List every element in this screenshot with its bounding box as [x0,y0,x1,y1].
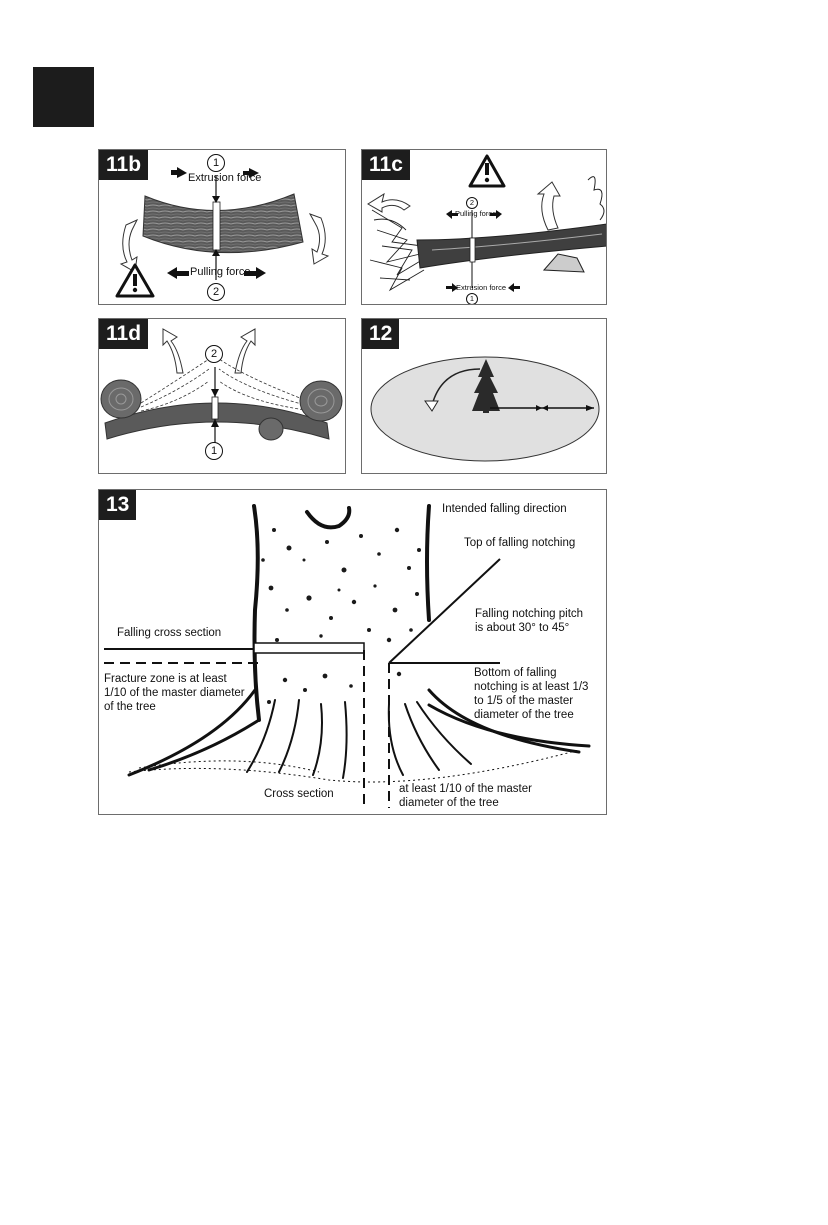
fracture-zone-line1: Fracture zone is at least [104,673,227,685]
marker-2: 2 [205,345,223,363]
fracture-zone-line3: of the tree [104,701,156,713]
extrusion-force-label: Extrusion force [456,283,507,292]
panel-12-badge: 12 [362,319,399,349]
marker-1: 1 [205,442,223,460]
panel-11b [98,149,346,305]
panel-11c [361,149,607,305]
bottom-notching-line2: notching is at least 1/3 [474,681,589,693]
panel-11d-badge: 11d [99,319,148,349]
marker-1: 1 [207,154,225,172]
section-tab-marker [33,67,94,127]
tenth-diameter-line2: diameter of the tree [399,797,499,809]
tenth-diameter-line1: at least 1/10 of the master [399,783,532,795]
notching-pitch-line2: is about 30° to 45° [475,622,570,634]
panel-12 [361,318,607,474]
panel-11c-badge: 11c [362,150,410,180]
pulling-force-label: Pulling force [455,209,497,218]
felling-zone-illustration [362,319,607,474]
intended-direction-label: Intended falling direction [442,503,567,515]
panel-13 [98,489,607,815]
bottom-notching-line1: Bottom of falling [474,667,557,679]
fallen-tree-slope-illustration [362,150,607,305]
panel-13-badge: 13 [99,490,136,520]
bark-texture [261,528,421,704]
pulling-force-label: Pulling force [190,266,251,278]
bottom-notching-line4: diameter of the tree [474,709,574,721]
panel-11d [98,318,346,474]
fracture-zone-line2: 1/10 of the master diameter [104,687,245,699]
marker-1: 1 [466,293,478,305]
notching-pitch-line1: Falling notching pitch [475,608,584,620]
falling-cross-section-label: Falling cross section [117,627,222,639]
panel-11b-badge: 11b [99,150,148,180]
cross-section-label: Cross section [264,788,334,800]
top-notching-label: Top of falling notching [464,537,576,549]
extrusion-force-label: Extrusion force [188,172,262,184]
marker-2: 2 [207,283,225,301]
bottom-notching-line3: to 1/5 of the master [474,695,574,707]
marker-2: 2 [466,197,478,209]
